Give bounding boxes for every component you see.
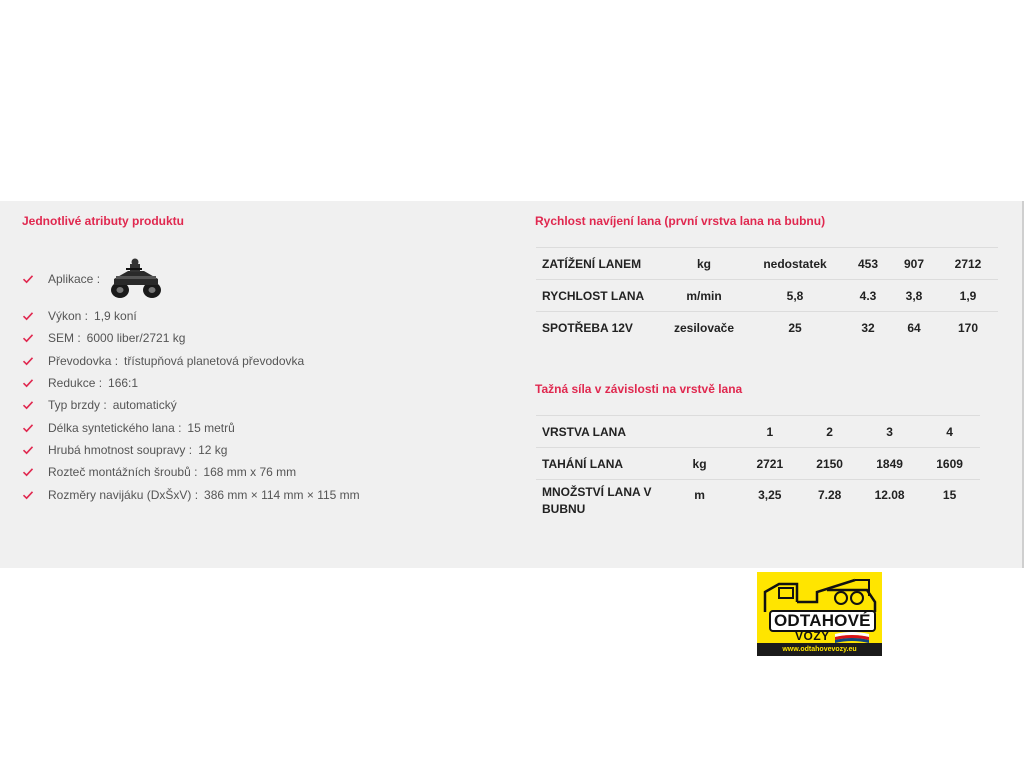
product-attributes-panel xyxy=(0,201,1024,568)
table-cell: 3 xyxy=(860,416,919,448)
table-row xyxy=(536,480,980,522)
attribute-label: Hrubá hmotnost soupravy : xyxy=(48,442,193,457)
attribute-item-brake xyxy=(22,394,360,416)
row-unit: m/min xyxy=(664,280,744,312)
attribute-item-rope-length xyxy=(22,416,360,438)
row-unit: m xyxy=(659,480,741,522)
attribute-label: Redukce : xyxy=(48,376,103,391)
attribute-item-application xyxy=(22,253,360,305)
logo-wordmark-top: ODTAHOVÉ xyxy=(769,610,876,632)
pull-table-title: Tažná síla v závislosti na vrstvě lana xyxy=(535,382,743,396)
table-cell: 1849 xyxy=(860,448,919,480)
attributes-list xyxy=(22,253,360,506)
attribute-label: SEM : xyxy=(48,331,81,346)
table-cell: 5,8 xyxy=(744,280,846,312)
attribute-item-weight xyxy=(22,439,360,461)
table-cell: 25 xyxy=(744,312,846,344)
table-cell: 2150 xyxy=(799,448,860,480)
logo-url: www.odtahovevozy.eu xyxy=(757,643,882,656)
check-icon xyxy=(22,355,34,367)
company-logo xyxy=(757,572,882,656)
table-cell: 2712 xyxy=(938,248,998,280)
table-cell: 170 xyxy=(938,312,998,344)
table-row xyxy=(536,448,980,480)
attribute-item-dimensions xyxy=(22,483,360,505)
attribute-item-bolt-pattern xyxy=(22,461,360,483)
attribute-label: Převodovka : xyxy=(48,353,119,368)
check-icon xyxy=(22,466,34,478)
row-header: RYCHLOST LANA xyxy=(536,280,664,312)
table-cell: 907 xyxy=(890,248,938,280)
attribute-label: Rozteč montážních šroubů : xyxy=(48,465,198,480)
table-cell: 3,8 xyxy=(890,280,938,312)
table-cell: 15 xyxy=(919,480,980,522)
row-header: VRSTVA LANA xyxy=(536,416,659,448)
table-row xyxy=(536,416,980,448)
speed-table xyxy=(536,247,998,344)
attribute-label: Aplikace : xyxy=(48,272,101,286)
table-cell: 3,25 xyxy=(740,480,799,522)
table-cell: 1609 xyxy=(919,448,980,480)
attribute-value: 166:1 xyxy=(108,376,139,391)
pull-table xyxy=(536,415,980,522)
attribute-label: Výkon : xyxy=(48,309,89,324)
attributes-title: Jednotlivé atributy produktu xyxy=(22,214,185,228)
table-row xyxy=(536,312,998,344)
table-cell: 12.08 xyxy=(860,480,919,522)
table-cell: 2721 xyxy=(740,448,799,480)
check-icon xyxy=(22,377,34,389)
table-cell: 2 xyxy=(799,416,860,448)
table-cell: 1 xyxy=(740,416,799,448)
row-header: MNOŽSTVÍ LANA V BUBNU xyxy=(536,480,659,522)
attribute-value: 12 kg xyxy=(198,442,228,457)
attribute-value: 6000 liber/2721 kg xyxy=(86,331,186,346)
attribute-value: 1,9 koní xyxy=(94,309,137,324)
attribute-value: 168 mm x 76 mm xyxy=(203,465,297,480)
table-cell: 4 xyxy=(919,416,980,448)
attribute-value: 386 mm × 114 mm × 115 mm xyxy=(204,487,360,502)
row-unit xyxy=(659,416,741,448)
logo-wordmark-bottom: VOZY xyxy=(795,629,830,643)
table-cell: 7.28 xyxy=(799,480,860,522)
speed-table-title: Rychlost navíjení lana (první vrstva lana na bubnu) xyxy=(535,214,826,228)
row-header: TAHÁNÍ LANA xyxy=(536,448,659,480)
attribute-label: Rozměry navijáku (DxŠxV) : xyxy=(48,487,199,502)
check-icon xyxy=(22,399,34,411)
row-unit: zesilovače xyxy=(664,312,744,344)
table-cell: 1,9 xyxy=(938,280,998,312)
attribute-item-power xyxy=(22,305,360,327)
row-header: ZATÍŽENÍ LANEM xyxy=(536,248,664,280)
table-row xyxy=(536,248,998,280)
table-cell: 453 xyxy=(846,248,890,280)
attribute-item-gearbox xyxy=(22,350,360,372)
table-cell: 64 xyxy=(890,312,938,344)
row-unit: kg xyxy=(664,248,744,280)
czech-flag-swoosh-icon xyxy=(835,630,869,644)
attribute-item-sem xyxy=(22,327,360,349)
check-icon xyxy=(22,310,34,322)
table-cell: 4.3 xyxy=(846,280,890,312)
attribute-value: automatický xyxy=(112,398,177,413)
atv-quad-icon xyxy=(108,257,164,301)
attribute-label: Typ brzdy : xyxy=(48,398,107,413)
table-cell: nedostatek xyxy=(744,248,846,280)
check-icon xyxy=(22,422,34,434)
row-unit: kg xyxy=(659,448,741,480)
attribute-value: třístupňová planetová převodovka xyxy=(124,353,305,368)
check-icon xyxy=(22,273,34,285)
table-cell: 32 xyxy=(846,312,890,344)
table-row xyxy=(536,280,998,312)
check-icon xyxy=(22,489,34,501)
attribute-label: Délka syntetického lana : xyxy=(48,420,182,435)
row-header: SPOTŘEBA 12V xyxy=(536,312,664,344)
check-icon xyxy=(22,444,34,456)
check-icon xyxy=(22,332,34,344)
attribute-item-reduction xyxy=(22,372,360,394)
attribute-value: 15 metrů xyxy=(187,420,235,435)
